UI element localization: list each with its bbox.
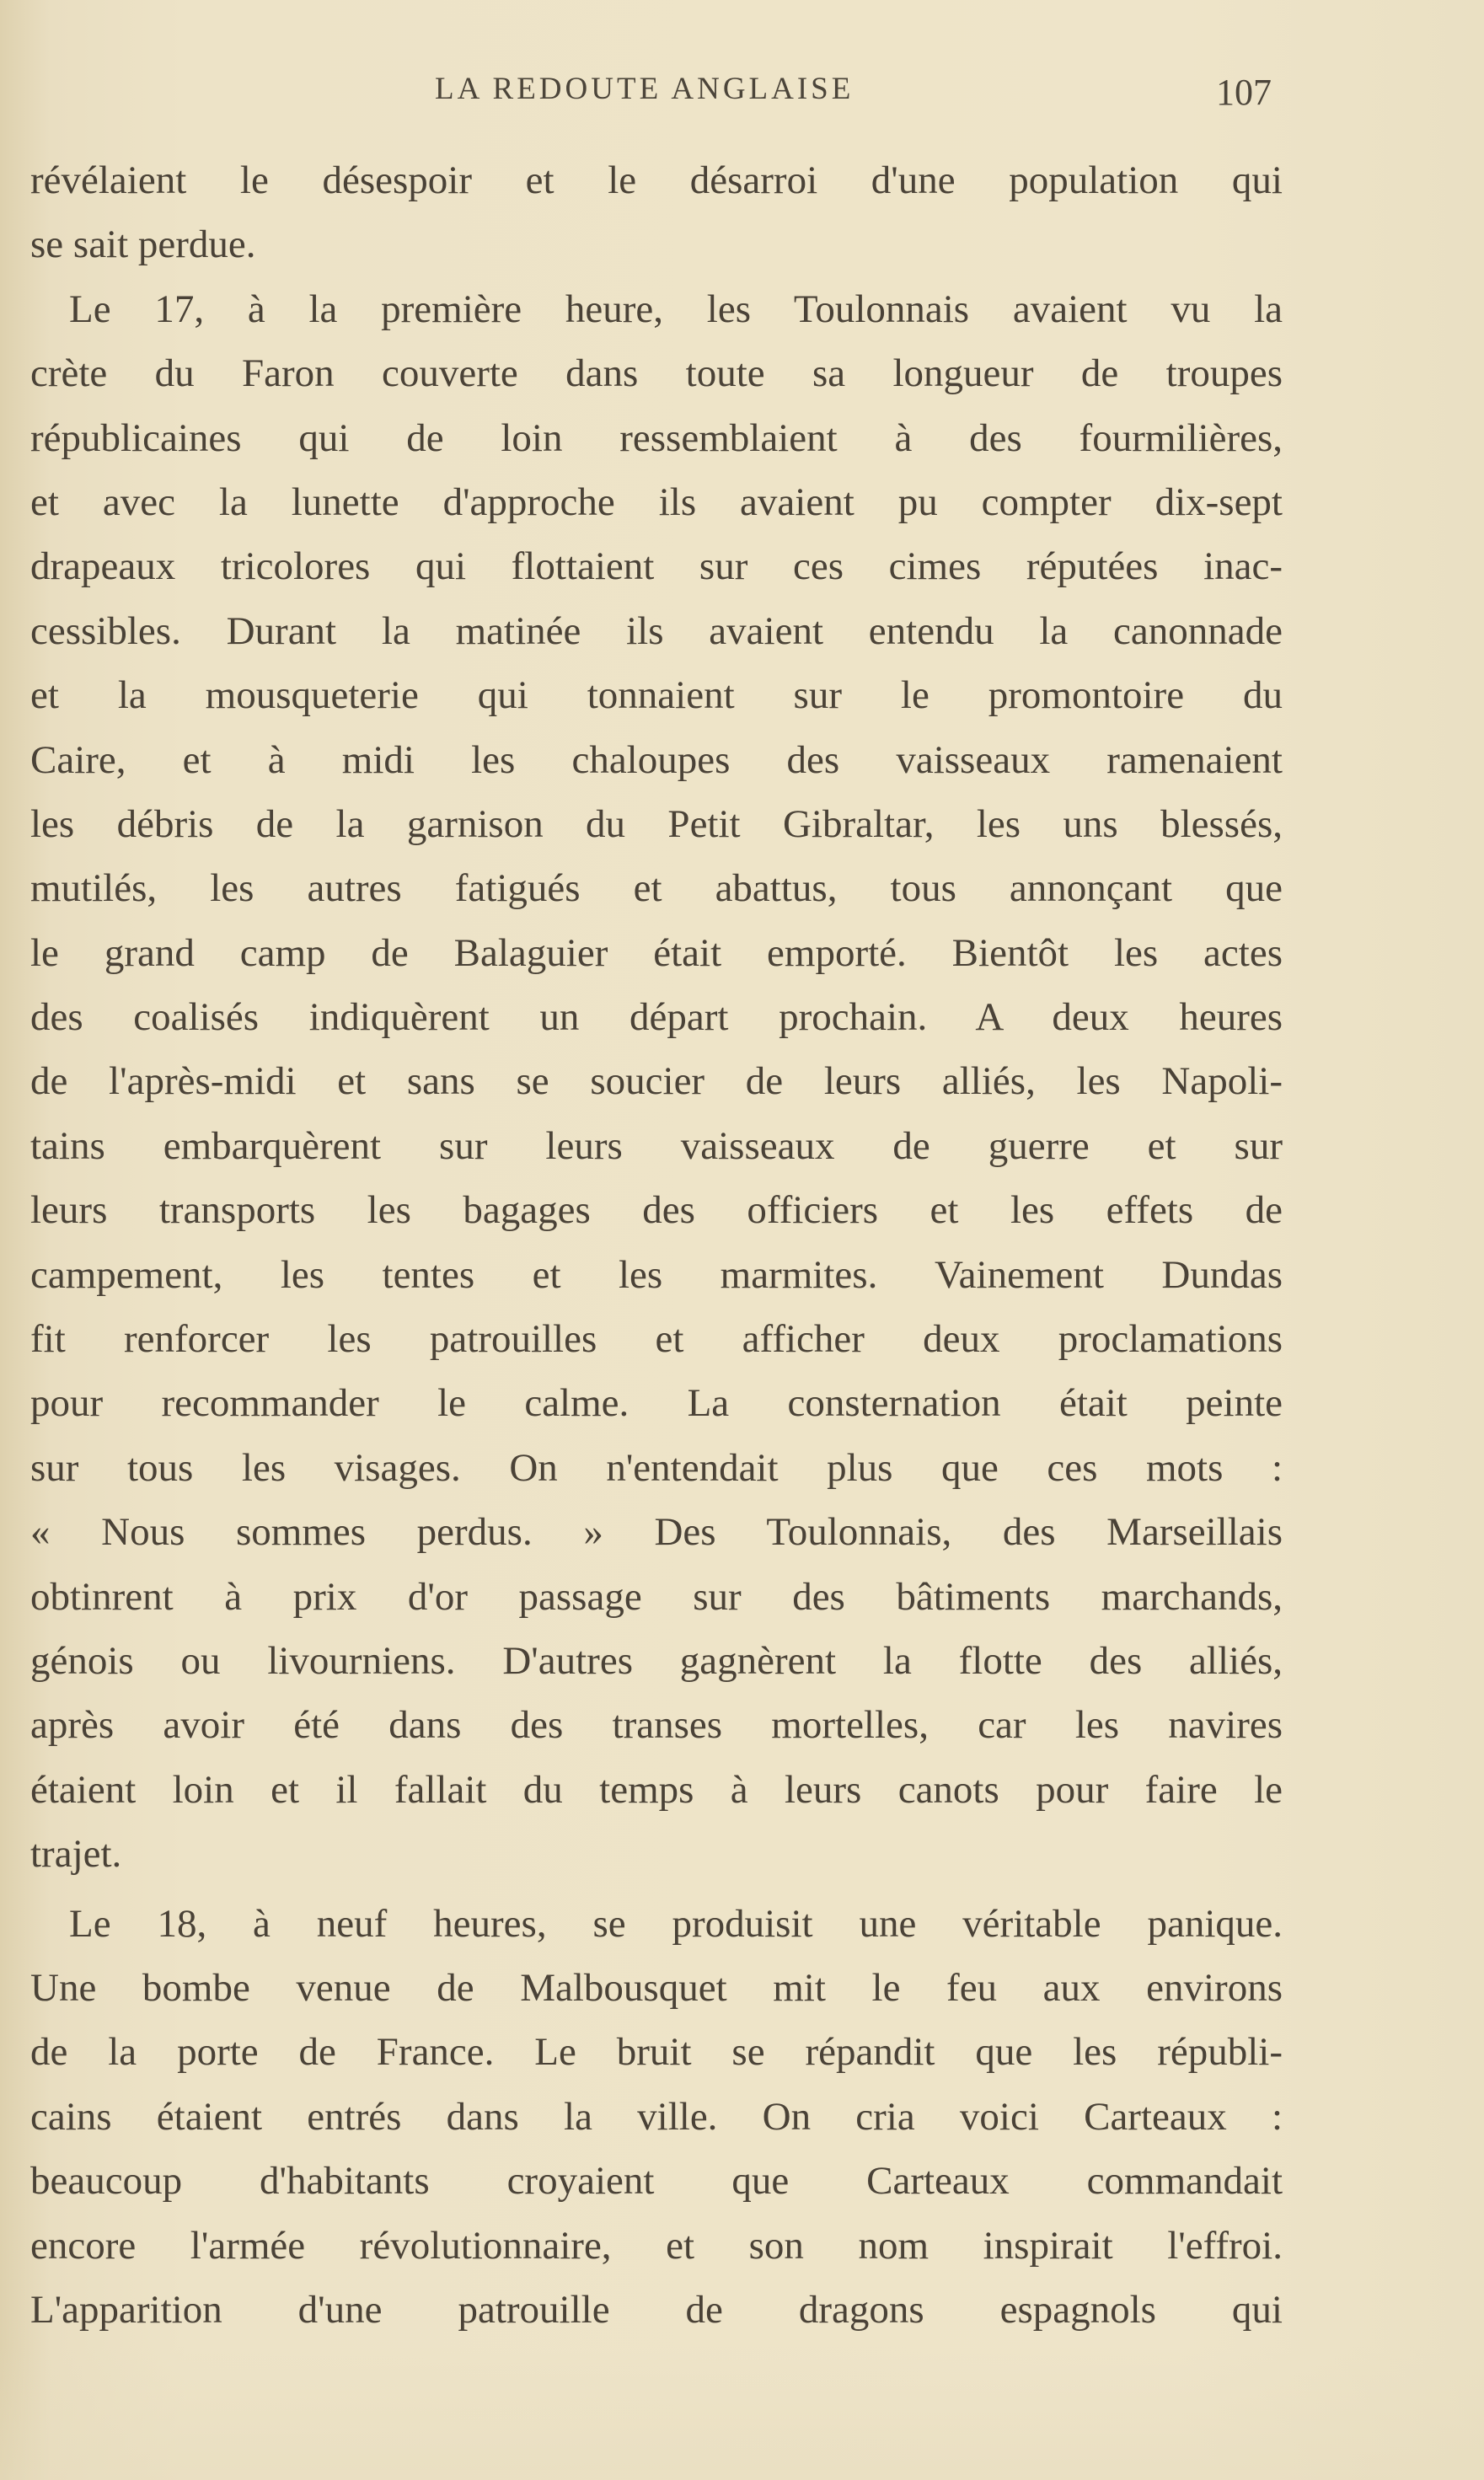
text-line: après avoir été dans des transes mortelles, car les navires <box>30 1703 1283 1748</box>
text-line: et avec la lunette d'approche ils avaient pu compter dix-sept <box>30 479 1283 524</box>
text-line: L'apparition d'une patrouille de dragons espagnols qui <box>30 2287 1283 2332</box>
page-number: 107 <box>1216 72 1272 113</box>
text-line: beaucoup d'habitants croyaient que Carteaux commandait <box>30 2159 1283 2204</box>
text-line: leurs transports les bagages des officiers et les effets de <box>30 1188 1283 1233</box>
text-line: mutilés, les autres fatigués et abattus, tous annonçant que <box>30 866 1283 911</box>
text-line: « Nous sommes perdus. » Des Toulonnais, des Marseillais <box>30 1510 1283 1555</box>
text-line: le grand camp de Balaguier était emporté. Bientôt les actes <box>30 930 1283 975</box>
text-line: les débris de la garnison du Petit Gibraltar, les uns blessés, <box>30 801 1283 846</box>
text-line: républicaines qui de loin ressemblaient à des fourmilières, <box>30 415 1283 460</box>
paragraph-3 <box>30 1892 1283 2343</box>
text-line: fit renforcer les patrouilles et afficher deux proclamations <box>30 1317 1283 1362</box>
text-line: trajet. <box>30 1832 122 1877</box>
text-line: tains embarquèrent sur leurs vaisseaux de guerre et sur <box>30 1123 1283 1168</box>
running-title: LA REDOUTE ANGLAISE <box>435 72 855 106</box>
text-line: révélaient le désespoir et le désarroi d'une population qui <box>30 158 1283 202</box>
text-line: de la porte de France. Le bruit se répandit que les républi- <box>30 2030 1283 2075</box>
text-line: crète du Faron couverte dans toute sa longueur de troupes <box>30 351 1283 396</box>
text-line: génois ou livourniens. D'autres gagnèrent la flotte des alliés, <box>30 1638 1283 1683</box>
paragraph-2 <box>30 277 1283 1887</box>
text-line: étaient loin et il fallait du temps à leurs canots pour faire le <box>30 1767 1283 1812</box>
text-line: obtinrent à prix d'or passage sur des bâtiments marchands, <box>30 1574 1283 1619</box>
text-line: Le 18, à neuf heures, se produisit une véritable panique. <box>69 1901 1283 1946</box>
text-line: se sait perdue. <box>30 222 256 267</box>
text-line: campement, les tentes et les marmites. Vainement Dundas <box>30 1252 1283 1297</box>
text-line: pour recommander le calme. La consternation était peinte <box>30 1381 1283 1426</box>
text-line: des coalisés indiquèrent un départ prochain. A deux heures <box>30 995 1283 1040</box>
text-line: et la mousqueterie qui tonnaient sur le promontoire du <box>30 673 1283 718</box>
text-line: encore l'armée révolutionnaire, et son nom inspirait l'effroi. <box>30 2223 1283 2268</box>
paragraph-1 <box>30 148 1283 277</box>
running-head <box>0 71 1484 121</box>
text-line: cessibles. Durant la matinée ils avaient entendu la canonnade <box>30 608 1283 653</box>
text-line: Caire, et à midi les chaloupes des vaisseaux ramenaient <box>30 737 1283 782</box>
text-line: sur tous les visages. On n'entendait plus que ces mots : <box>30 1445 1283 1490</box>
body-text <box>30 148 1283 2342</box>
text-line: Une bombe venue de Malbousquet mit le feu aux environs <box>30 1965 1283 2010</box>
text-line: cains étaient entrés dans la ville. On cria voici Carteaux : <box>30 2094 1283 2139</box>
text-line: drapeaux tricolores qui flottaient sur ces cimes réputées inac- <box>30 544 1283 589</box>
text-line: de l'après-midi et sans se soucier de leurs alliés, les Napoli- <box>30 1059 1283 1104</box>
text-line: Le 17, à la première heure, les Toulonnais avaient vu la <box>69 287 1283 331</box>
